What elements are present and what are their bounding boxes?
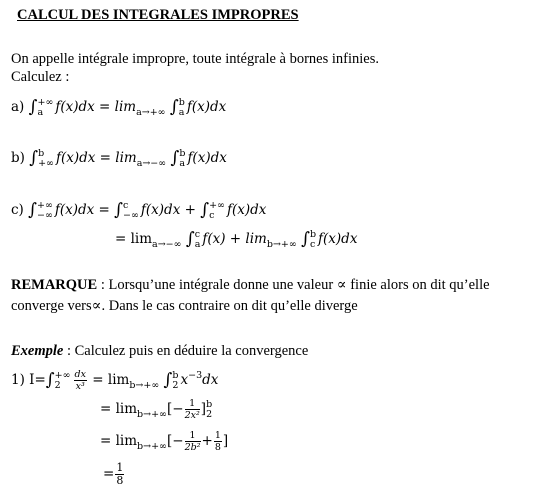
example-step2 [100, 398, 214, 424]
integrand: f(x)dx = lim [55, 99, 137, 115]
upper-bound: +∞ [54, 369, 71, 381]
upper-bound: b [178, 96, 185, 108]
limit-text: = lim [100, 433, 138, 449]
limit-subscript: a→−∞ [136, 158, 167, 169]
lower-bound: −∞ [36, 209, 53, 221]
integral-sign: ∫ [169, 97, 179, 117]
integral-sign: ∫ [114, 200, 124, 220]
integrand: f(x) + lim [202, 231, 267, 247]
page-title: CALCUL DES INTEGRALES IMPROPRES [17, 7, 299, 23]
bracket-open: [− [166, 433, 184, 449]
limit-subscript: b→+∞ [129, 380, 160, 391]
upper-bound: b [206, 398, 213, 410]
upper-bound: c [123, 199, 129, 211]
integrand: f(x)dx [318, 231, 358, 247]
example-step3 [100, 430, 228, 456]
example-step1 [11, 367, 218, 395]
limit-text: = lim [92, 372, 130, 388]
formula-b [11, 148, 227, 173]
lower-bound: a [194, 238, 201, 250]
integrand: f(x)dx = lim [55, 150, 137, 166]
lower-bound: 2 [54, 379, 61, 391]
differential: dx [202, 372, 219, 388]
lower-bound: −∞ [123, 209, 139, 221]
integrand: f(x)dx [186, 99, 227, 115]
remarque-line1 [11, 276, 490, 294]
remarque-label: REMARQUE [11, 277, 98, 293]
upper-bound: c [194, 228, 201, 240]
limit-subscript: a→−∞ [152, 239, 182, 250]
limit-subscript: b→+∞ [137, 441, 167, 452]
lower-bound: a [178, 106, 185, 118]
example-label: 1) I= [11, 372, 46, 388]
formula-a-label: a) [11, 99, 25, 115]
integral-sign: ∫ [45, 370, 55, 390]
integral-sign: ∫ [185, 229, 195, 249]
limit-subscript: b→+∞ [266, 239, 297, 250]
formula-c-line2 [115, 229, 357, 254]
integral-sign: ∫ [200, 200, 210, 220]
upper-bound: b [179, 147, 186, 159]
lower-bound: a [37, 106, 44, 118]
upper-bound: b [38, 147, 45, 159]
example-step4 [103, 462, 125, 487]
intro-text: On appelle intégrale impropre, toute intégrale à bornes infinies. [11, 51, 380, 67]
upper-bound: +∞ [209, 199, 225, 211]
bracket-close: ] [222, 433, 229, 449]
formula-c-line1 [11, 200, 266, 221]
fraction: $\frac{1}{8}$ [214, 430, 221, 453]
integrand: f(x)dx + [140, 202, 196, 218]
upper-bound: +∞ [37, 96, 54, 108]
bracket-open: [− [166, 401, 184, 417]
limit-subscript: a→+∞ [136, 107, 166, 118]
limit-subscript: b→+∞ [137, 409, 167, 420]
lower-bound: +∞ [38, 157, 54, 169]
exemple-label: Exemple [11, 343, 64, 359]
formula-b-label: b) [11, 150, 25, 166]
bracket-close: ] [200, 401, 207, 417]
equals-sign: = [103, 466, 115, 482]
integrand: f(x)dx = [54, 202, 110, 218]
formula-a [11, 97, 226, 122]
integral-sign: ∫ [163, 370, 173, 390]
lower-bound: 2 [172, 379, 179, 391]
integral-sign: ∫ [301, 229, 310, 249]
integral-sign: ∫ [28, 97, 38, 117]
integral-sign: ∫ [29, 148, 39, 168]
limit-text: = lim [115, 231, 153, 247]
upper-bound: b [172, 369, 179, 381]
lower-bound: a [179, 157, 186, 169]
integral-sign: ∫ [170, 148, 180, 168]
lower-bound: 2 [206, 408, 213, 420]
exponent: −3 [188, 370, 203, 381]
integral-sign: ∫ [28, 200, 37, 220]
integrand: x [180, 372, 189, 388]
integrand: f(x)dx [187, 150, 227, 166]
remarque-line2: converge vers∝. Dans le cas contraire on dit qu’elle diverge [11, 298, 358, 314]
fraction: $\frac{1}{\text{2b²}}$ [184, 430, 201, 453]
lower-bound: c [209, 209, 215, 221]
fraction: $\frac{1}{\text{2x²}}$ [184, 398, 200, 421]
integrand: f(x)dx [226, 202, 267, 218]
remarque-text: : Lorsqu’une intégrale donne une valeur ∝ finie alors on dit qu’elle [97, 277, 490, 293]
calculez-text: Calculez : [11, 69, 70, 85]
lower-bound: c [309, 238, 316, 250]
fraction: $\frac{1}{8}$ [116, 461, 124, 487]
fraction: $\frac{dx}{\text{x³}}$ [74, 369, 86, 392]
exemple-line [11, 342, 308, 360]
limit-text: = lim [100, 401, 138, 417]
formula-c-label: c) [11, 202, 24, 218]
upper-bound: +∞ [36, 199, 53, 211]
exemple-text: : Calculez puis en déduire la convergence [63, 343, 309, 359]
upper-bound: b [309, 228, 317, 240]
plus-sign: + [201, 433, 213, 449]
